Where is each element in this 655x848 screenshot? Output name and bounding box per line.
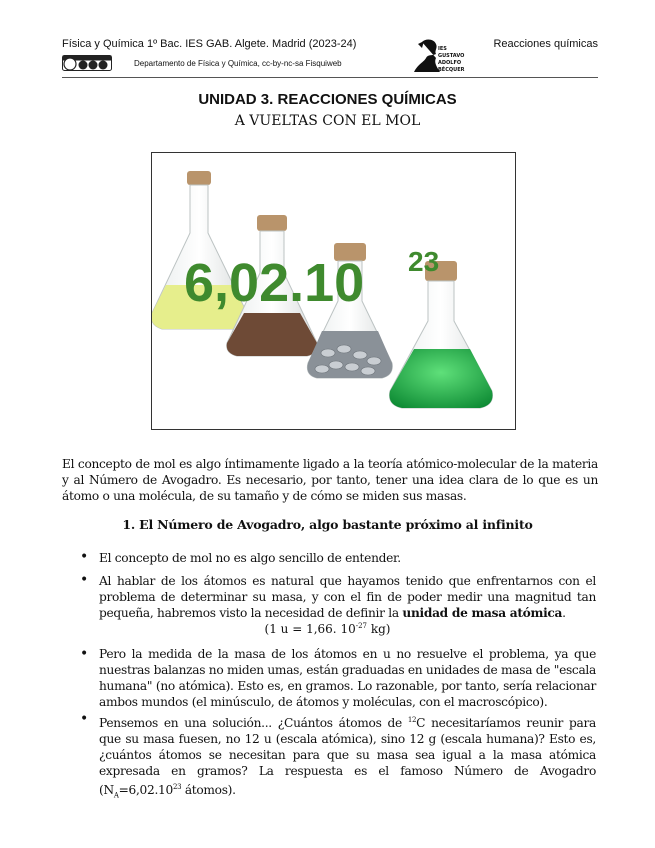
section-heading: 1. El Número de Avogadro, algo bastante próximo al infinito bbox=[122, 517, 533, 532]
bullet-4-text-d: átomos). bbox=[181, 783, 236, 797]
svg-text:IES: IES bbox=[438, 46, 447, 52]
amu-formula bbox=[0, 622, 655, 636]
unit-term: unidad de masa atómica bbox=[402, 606, 563, 620]
unit-title: UNIDAD 3. REACCIONES QUÍMICAS bbox=[198, 91, 457, 108]
bullet-marker: • bbox=[80, 646, 89, 662]
bullet-4-text-b: C necesitaríamos reunir para que su masa fuesen, no 12 u (escala atómica), sino 12 g (escala humana)? Esto es, ¿cuántos átomos se necesitan para que su masa sea igual a la masa atómica expresada en gramos? La respuesta es el famoso Número de Avogadro (N bbox=[99, 716, 596, 797]
bullet-2-end: . bbox=[562, 606, 566, 620]
page-header bbox=[62, 38, 598, 78]
bullet-item-1: El concepto de mol no es algo sencillo de entender. bbox=[99, 551, 401, 565]
topic-label: Reacciones químicas bbox=[493, 38, 598, 50]
avogadro-exponent: 23 bbox=[172, 783, 182, 791]
cork-1 bbox=[187, 171, 211, 185]
bullet-item-3: Pero la medida de la masa de los átomos en u no resuelve el problema, ya que nuestras balanzas no miden umas, están graduadas en unidades de masa de "escala humana" (no atómica). Esto es, en gramos. Lo razonable, por tanto, sería relacionar ambos mundos (el minúsculo, de átomos y moléculas, con el macroscópico). bbox=[99, 647, 596, 709]
avogadro-number-text: 6,02.10 bbox=[184, 253, 365, 313]
cork-2 bbox=[257, 215, 287, 231]
avogadro-subscript: A bbox=[113, 791, 119, 800]
formula-exponent: -27 bbox=[355, 622, 367, 630]
intro-paragraph: El concepto de mol es algo íntimamente ligado a la teoría atómico-molecular de la materia y al Número de Avogadro. Es necesario, por tanto, tener una idea clara de lo que es un átomo o una molécula, de su tamaño y de cómo se miden sus masas. bbox=[62, 457, 598, 503]
avogadro-illustration bbox=[151, 152, 516, 430]
bullet-4-text-c: =6,02.10 bbox=[118, 783, 173, 797]
header-divider bbox=[62, 77, 598, 78]
bullet-2-text: Al hablar de los átomos es natural que hayamos tenido que enfrentarnos con el problema de determinar su masa, y con el fin de poder medir una magnitud tan pequeña, habremos visto la necesidad de definir la bbox=[99, 574, 596, 620]
course-label: Física y Química 1º Bac. IES GAB. Algete. Madrid (2023-24) bbox=[62, 38, 357, 50]
bullet-marker: • bbox=[80, 711, 89, 727]
school-logo bbox=[412, 38, 472, 74]
svg-text:BÉCQUER: BÉCQUER bbox=[438, 67, 465, 73]
bullet-item-2 bbox=[99, 573, 596, 621]
bullet-marker: • bbox=[80, 549, 89, 565]
cc-license-icon bbox=[62, 55, 112, 71]
formula-unit: kg) bbox=[367, 622, 391, 636]
department-label: Departamento de Física y Química, cc-by-nc-sa Fisquiweb bbox=[134, 59, 342, 68]
bullet-4-text-a: Pensemos en una solución... ¿Cuántos átomos de bbox=[99, 716, 408, 730]
bullet-item-4 bbox=[99, 712, 596, 803]
isotope-number: 12 bbox=[407, 716, 417, 724]
flasks-image bbox=[152, 153, 515, 429]
svg-text:ADOLFO: ADOLFO bbox=[438, 60, 462, 66]
svg-text:GUSTAVO: GUSTAVO bbox=[438, 53, 465, 59]
lesson-subtitle: A VUELTAS CON EL MOL bbox=[234, 113, 421, 129]
avogadro-exponent-text: 23 bbox=[408, 246, 440, 277]
formula-text: (1 u = 1,66. 10 bbox=[264, 622, 356, 636]
bullet-marker: • bbox=[80, 572, 89, 588]
